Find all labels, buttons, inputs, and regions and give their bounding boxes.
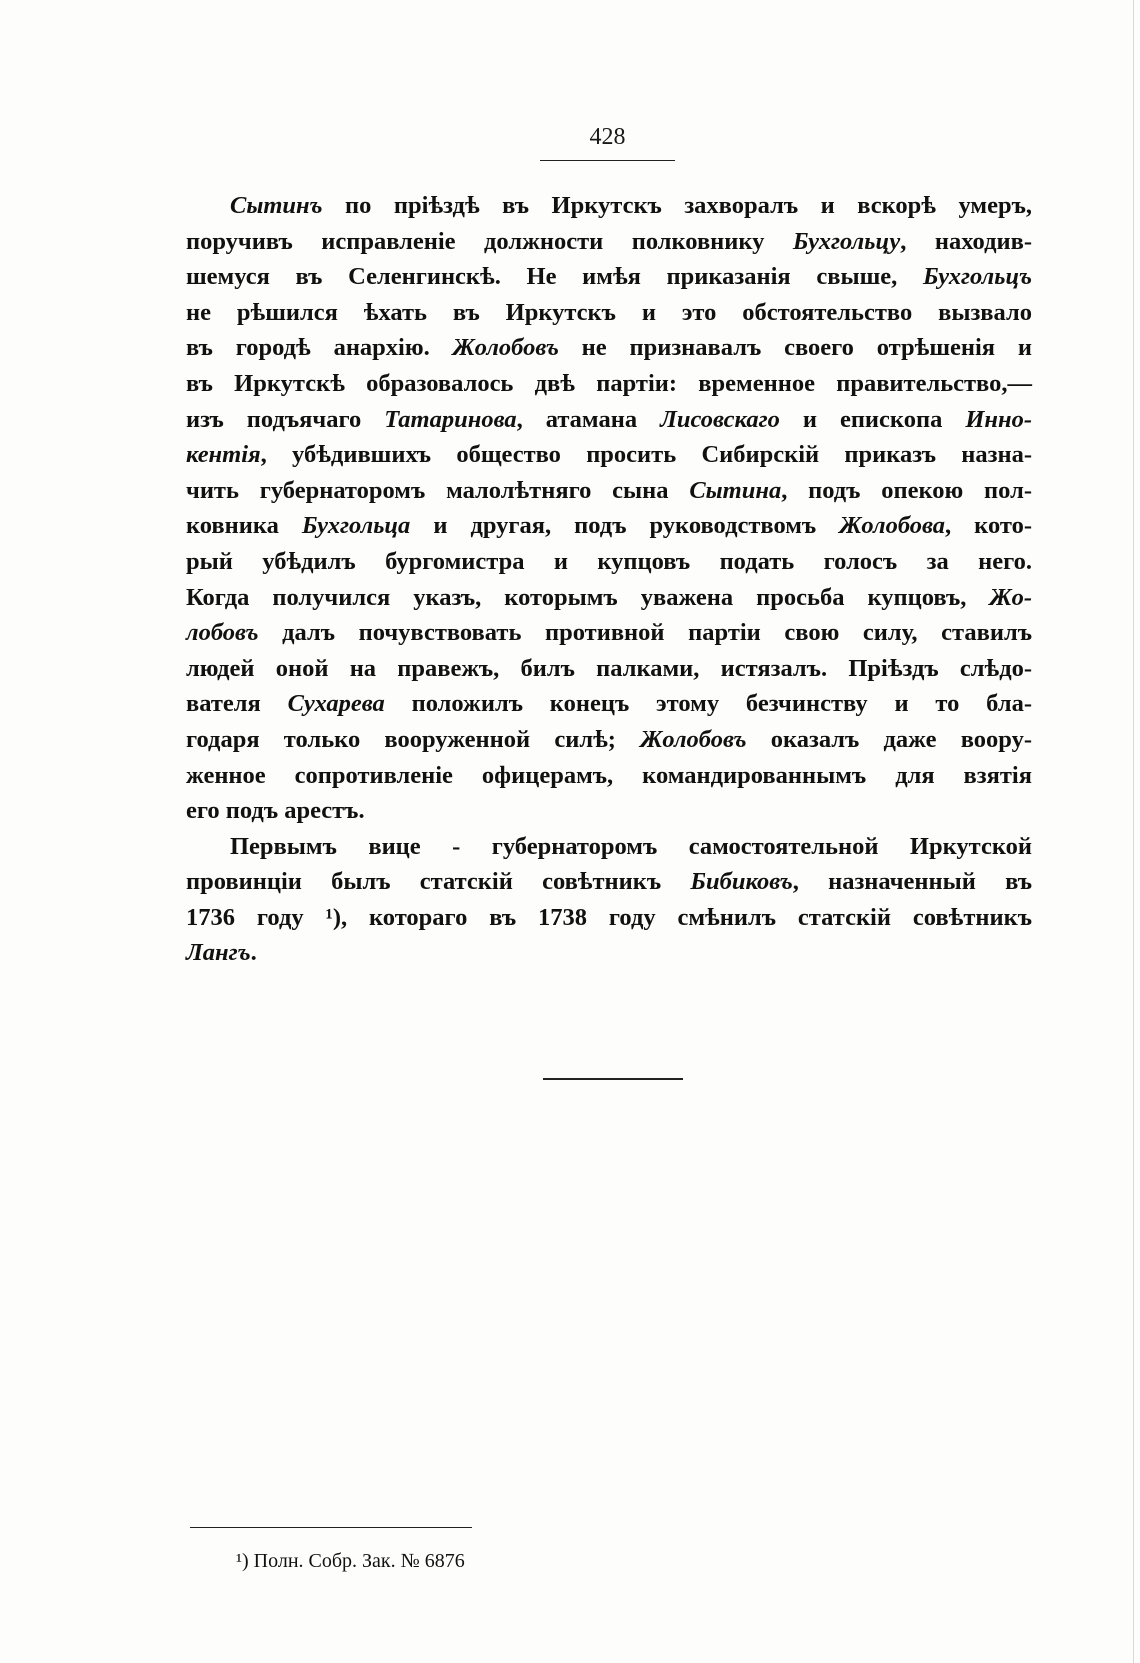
text-line [186, 224, 1032, 260]
text-line [186, 580, 1032, 616]
text-line [186, 793, 1032, 829]
text-run: рый убѣдилъ бургомистра и купцовъ подать голосъ за него. [186, 547, 1032, 575]
text-run: , кото- [945, 512, 1033, 540]
text-run: вателя [186, 690, 288, 718]
text-run: . [250, 939, 257, 967]
header-rule [540, 160, 675, 161]
italic-name: Жо- [989, 583, 1032, 611]
page-number: 428 [589, 124, 626, 150]
text-run: положилъ конецъ этому безчинству и то бла- [384, 690, 1032, 718]
text-run: по пріѣздѣ въ Иркутскъ захворалъ и вскорѣ умеръ, [322, 192, 1032, 219]
italic-name: Бухгольцъ [922, 263, 1032, 291]
section-end-rule [543, 1078, 683, 1080]
text-line [186, 402, 1032, 438]
italic-name: лобовъ [186, 619, 259, 647]
text-line [186, 651, 1032, 687]
text-line [186, 295, 1032, 331]
text-run: провинціи былъ статскій совѣтникъ [186, 868, 691, 896]
text-run: въ Иркутскѣ образовалось двѣ партіи: временное правительство,— [186, 369, 1032, 397]
text-run: оказалъ даже воору- [746, 725, 1032, 753]
text-run: въ городѣ анархію. [186, 334, 453, 362]
text-line [186, 829, 1032, 865]
italic-name: Бухгольца [301, 512, 411, 540]
text-run: годаря только вооруженной силѣ; [186, 725, 641, 753]
text-line [186, 686, 1032, 722]
footnote-rule [190, 1527, 472, 1528]
text-run: не рѣшился ѣхать въ Иркутскъ и это обстоятельство вызвало [186, 298, 1032, 326]
text-run: и епископа [779, 405, 966, 433]
text-run: , атамана [516, 405, 661, 433]
paragraph-1 [186, 188, 1032, 829]
italic-name: Татаринова [384, 405, 517, 433]
paragraph-2 [186, 829, 1032, 971]
text-line [186, 508, 1032, 544]
italic-name: Лангъ [186, 939, 251, 967]
text-run: Когда получился указъ, которымъ уважена просьба купцовъ, [186, 583, 990, 611]
text-run: , подъ опекою пол- [781, 476, 1032, 504]
italic-name: Сытинъ [230, 192, 323, 219]
italic-name: Жолобова [839, 512, 946, 540]
text-run: женное сопротивленіе офицерамъ, командированнымъ для взятія [186, 761, 1032, 789]
text-line [186, 473, 1032, 509]
italic-name: Лисовскаго [660, 405, 780, 433]
text-run: поручивъ исправленіе должности полковнику [186, 227, 793, 255]
text-run: чить губернаторомъ малолѣтняго сына [186, 476, 690, 504]
text-run: , находив- [900, 227, 1032, 255]
text-line [186, 330, 1032, 366]
text-run: , убѣдившихъ общество просить Сибирскій приказъ назна- [260, 441, 1032, 469]
text-line [186, 935, 1032, 971]
text-run: далъ почувствовать противной партіи свою силу, ставилъ [258, 619, 1032, 647]
text-run: ковника [186, 512, 302, 540]
footnote [236, 1550, 465, 1573]
text-line [186, 722, 1032, 758]
text-line [186, 366, 1032, 402]
scan-edge-line [1133, 0, 1134, 1663]
text-line [186, 437, 1032, 473]
text-run: и другая, подъ руководствомъ [410, 512, 840, 540]
text-line [186, 864, 1032, 900]
italic-name: кентія [186, 441, 261, 469]
text-run: шемуся въ Селенгинскѣ. Не имѣя приказанія свыше, [186, 263, 923, 291]
text-line [186, 900, 1032, 936]
text-line [186, 188, 1032, 224]
text-run: его подъ арестъ. [186, 797, 365, 825]
footnote-marker: ¹) [236, 1550, 249, 1572]
text-run: не признавалъ своего отрѣшенія и [558, 334, 1032, 362]
italic-name: Жолобовъ [452, 334, 559, 362]
italic-name: Жолобовъ [640, 725, 747, 753]
text-line [186, 615, 1032, 651]
text-line [186, 758, 1032, 794]
italic-name: Инно- [965, 405, 1032, 433]
text-run: 1736 году ¹), котораго въ 1738 году смѣнилъ статскій совѣтникъ [186, 903, 1032, 931]
text-run: изъ подъячаго [186, 405, 385, 433]
footnote-text: Полн. Собр. Зак. № 6876 [248, 1550, 465, 1572]
italic-name: Бибиковъ [690, 868, 793, 896]
text-run: , назначенный въ [792, 868, 1032, 896]
text-line [186, 259, 1032, 295]
italic-name: Бухгольцу [792, 227, 901, 255]
italic-name: Сытина [689, 476, 782, 504]
text-run: людей оной на правежъ, билъ палками, истязалъ. Пріѣздъ слѣдо- [186, 654, 1032, 682]
body-text [186, 188, 1032, 971]
text-run: Первымъ вице - губернаторомъ самостоятельной Иркутской [230, 832, 1032, 860]
text-line [186, 544, 1032, 580]
italic-name: Сухарева [287, 690, 385, 718]
